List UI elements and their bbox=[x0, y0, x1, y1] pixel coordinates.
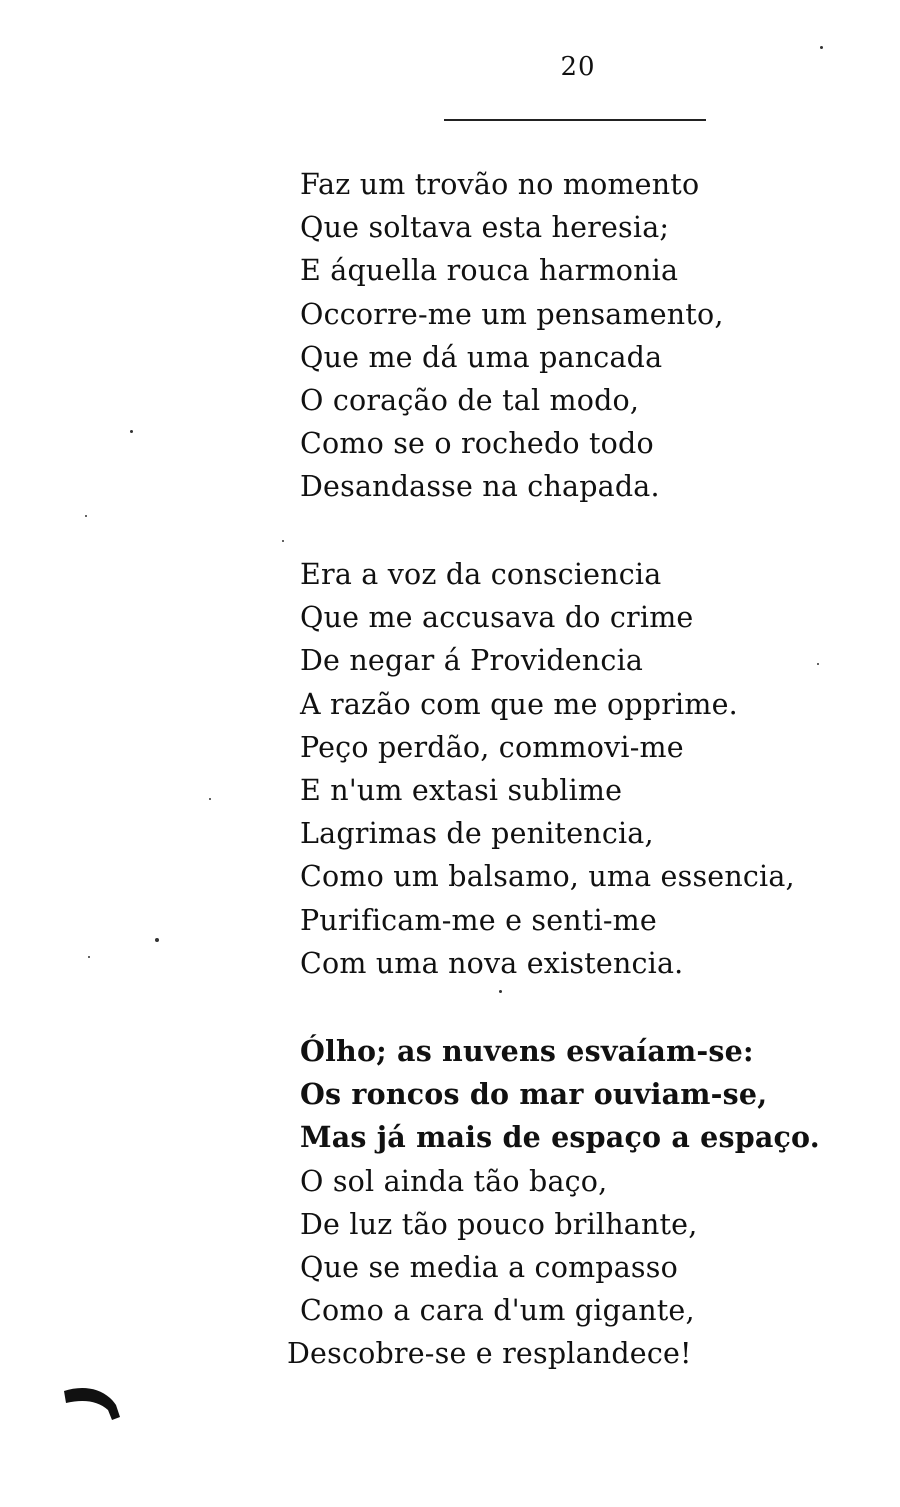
scan-speck bbox=[817, 663, 819, 665]
poem-line: Purificam-me e senti-me bbox=[300, 903, 657, 937]
poem-line: Como se o rochedo todo bbox=[300, 427, 654, 461]
scan-blot bbox=[62, 1383, 122, 1423]
poem-line: Como um balsamo, uma essencia, bbox=[300, 860, 795, 894]
scan-speck bbox=[155, 938, 159, 942]
poem-line: Faz um trovão no momento bbox=[300, 168, 700, 201]
poem-line: E n'um extasi sublime bbox=[300, 773, 623, 807]
poem-line: Ólho; as nuvens esvaíam-se: bbox=[300, 1034, 754, 1068]
poem-line: Que me dá uma pancada bbox=[300, 340, 663, 374]
stanza-1 bbox=[300, 163, 724, 509]
poem-line: O sol ainda tão baço, bbox=[300, 1164, 608, 1198]
poem-line: Lagrimas de penitencia, bbox=[300, 817, 654, 851]
scan-speck bbox=[88, 956, 90, 958]
scan-blot-shape bbox=[64, 1388, 120, 1420]
scan-speck bbox=[85, 515, 87, 517]
stanza-3 bbox=[287, 1030, 820, 1376]
poem-line: E áquella rouca harmonia bbox=[300, 254, 679, 288]
header-rule bbox=[444, 119, 706, 121]
poem-line: Occorre-me um pensamento, bbox=[300, 297, 724, 331]
scan-speck bbox=[282, 540, 284, 542]
poem-line: Mas já mais de espaço a espaço. bbox=[300, 1120, 820, 1155]
poem-line: Com uma nova existencia. bbox=[300, 946, 684, 980]
scan-speck bbox=[499, 990, 502, 993]
poem-line: Que soltava esta heresia; bbox=[300, 211, 670, 245]
scan-speck bbox=[130, 430, 133, 433]
stanza-2 bbox=[300, 553, 795, 985]
poem-line: O coração de tal modo, bbox=[300, 383, 640, 417]
poem-line: Era a voz da consciencia bbox=[300, 558, 662, 591]
scan-speck bbox=[209, 798, 211, 800]
poem-line: Que se media a compasso bbox=[300, 1250, 678, 1284]
poem-line: De negar á Providencia bbox=[300, 644, 644, 678]
poem-line: Que me accusava do crime bbox=[300, 601, 694, 635]
poem-line: Peço perdão, commovi-me bbox=[300, 730, 684, 764]
scan-speck bbox=[820, 46, 823, 49]
page-number: 20 bbox=[560, 52, 596, 82]
poem-line: De luz tão pouco brilhante, bbox=[300, 1207, 698, 1241]
poem-line: Descobre-se e resplandece! bbox=[287, 1337, 692, 1371]
poem-line: Desandasse na chapada. bbox=[300, 470, 660, 504]
poem-line: Como a cara d'um gigante, bbox=[300, 1294, 695, 1328]
poem-line: Os roncos do mar ouviam-se, bbox=[300, 1077, 768, 1112]
poem-line: A razão com que me opprime. bbox=[300, 687, 738, 721]
